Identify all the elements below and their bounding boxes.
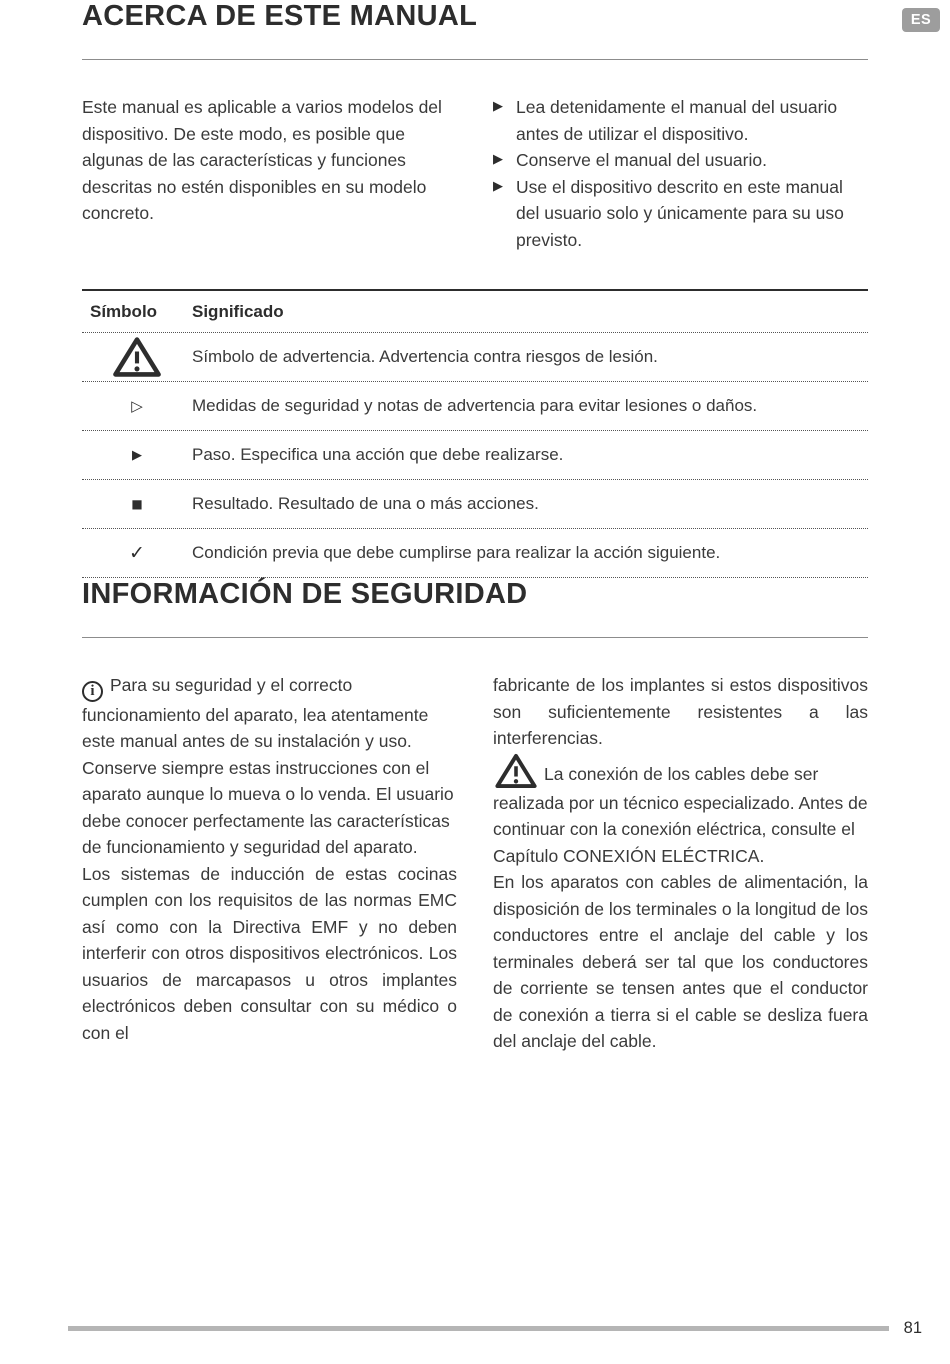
symbol-cell (82, 542, 192, 564)
triangle-bullet-icon: ▶ (493, 99, 503, 114)
filled-triangle-icon: ▶ (132, 447, 142, 463)
filled-square-icon: ■ (131, 497, 143, 511)
list-item (493, 174, 868, 254)
safety-left-column (82, 672, 457, 1055)
warning-triangle-icon (493, 752, 539, 790)
table-header-row (82, 291, 868, 333)
checkmark-icon: ✓ (129, 542, 145, 564)
safety-right-column (493, 672, 868, 1055)
safety-paragraph (82, 672, 457, 861)
footer-bar (68, 1326, 889, 1331)
page-number: 81 (903, 1319, 922, 1337)
list-item-text: Lea detenidamente el manual del usuario antes de utilizar el dispositivo. (516, 97, 838, 144)
list-item (493, 147, 868, 174)
intro-paragraph: Este manual es aplicable a varios modelos del dispositivo. De este modo, es posible que algunas de las características y funciones descritas no estén disponibles en su modelo concreto. (82, 97, 442, 223)
symbol-cell (82, 335, 192, 379)
paragraph-text: Para su seguridad y el correcto funcionamiento del aparato, lea atentamente este manual antes de su instalación y uso. Conserve siempre estas instrucciones con el aparato aunque lo mueva o lo venda. El usuario debe conocer perfectamente las características de funcionamiento y seguridad del aparato. (82, 675, 454, 858)
meaning-cell: Paso. Especifica una acción que debe realizarse. (192, 445, 564, 464)
safety-paragraph: En los aparatos con cables de alimentación, la disposición de los terminales o la longitud de los conductores entre el anclaje del cable y los terminales deberá ser tal que los conductores de corriente se tensen antes que el conductor de conexión a tierra si el cable se desliza fuera del anclaje del cable. (493, 872, 868, 1051)
page-footer (68, 1319, 922, 1338)
table-row (82, 529, 868, 578)
title-rule (82, 59, 868, 60)
meaning-cell: Resultado. Resultado de una o más acciones. (192, 494, 539, 513)
safety-paragraph (493, 752, 868, 870)
info-icon: i (82, 681, 103, 702)
list-item-text: Conserve el manual del usuario. (516, 150, 767, 170)
meaning-cell: Medidas de seguridad y notas de advertencia para evitar lesiones o daños. (192, 396, 758, 415)
symbol-cell (82, 448, 192, 463)
column-header-symbol: Símbolo (90, 301, 158, 321)
intro-columns (82, 94, 868, 253)
table-row (82, 333, 868, 382)
safety-paragraph: Los sistemas de inducción de estas cocinas cumplen con los requisitos de las normas EMC así como con la Directiva EMF y no deben interferir con otros dispositivos electrónicos. Los usuarios de marcapasos u otros implantes electrónicos deben consultar con su médico o con el (82, 863, 457, 1043)
table-row (82, 382, 868, 431)
symbol-cell (82, 397, 192, 415)
table-row (82, 480, 868, 529)
section-title-safety-info: INFORMACIÓN DE SEGURIDAD (82, 578, 528, 610)
list-item (493, 94, 868, 147)
meaning-cell: Condición previa que debe cumplirse para realizar la acción siguiente. (192, 543, 721, 562)
triangle-bullet-icon: ▶ (493, 178, 503, 194)
column-header-meaning: Significado (192, 301, 284, 321)
safety-columns (82, 672, 868, 1055)
language-badge: ES (902, 8, 940, 32)
table-row (82, 431, 868, 480)
meaning-cell: Símbolo de advertencia. Advertencia contra riesgos de lesión. (192, 347, 658, 366)
intro-right-column (493, 94, 868, 253)
section-title-about-manual: ACERCA DE ESTE MANUAL (82, 0, 478, 32)
symbol-cell (82, 497, 192, 511)
intro-left-column (82, 94, 457, 253)
list-item-text: Use el dispositivo descrito en este manual del usuario solo y únicamente para su uso previsto. (516, 176, 844, 250)
safety-paragraph: fabricante de los implantes si estos dispositivos son suficientemente resistentes a las interferencias. (493, 675, 868, 748)
instruction-list (493, 94, 868, 253)
paragraph-text: La conexión de los cables debe ser realizada por un técnico especializado. Antes de continuar con la conexión eléctrica, consulte el Capítulo CONEXIÓN ELÉCTRICA. (493, 763, 868, 866)
outline-triangle-icon: ▷ (131, 397, 143, 415)
triangle-bullet-icon: ▶ (493, 152, 503, 167)
symbols-table (82, 289, 868, 578)
title-rule (82, 637, 868, 638)
warning-triangle-icon (110, 335, 164, 379)
